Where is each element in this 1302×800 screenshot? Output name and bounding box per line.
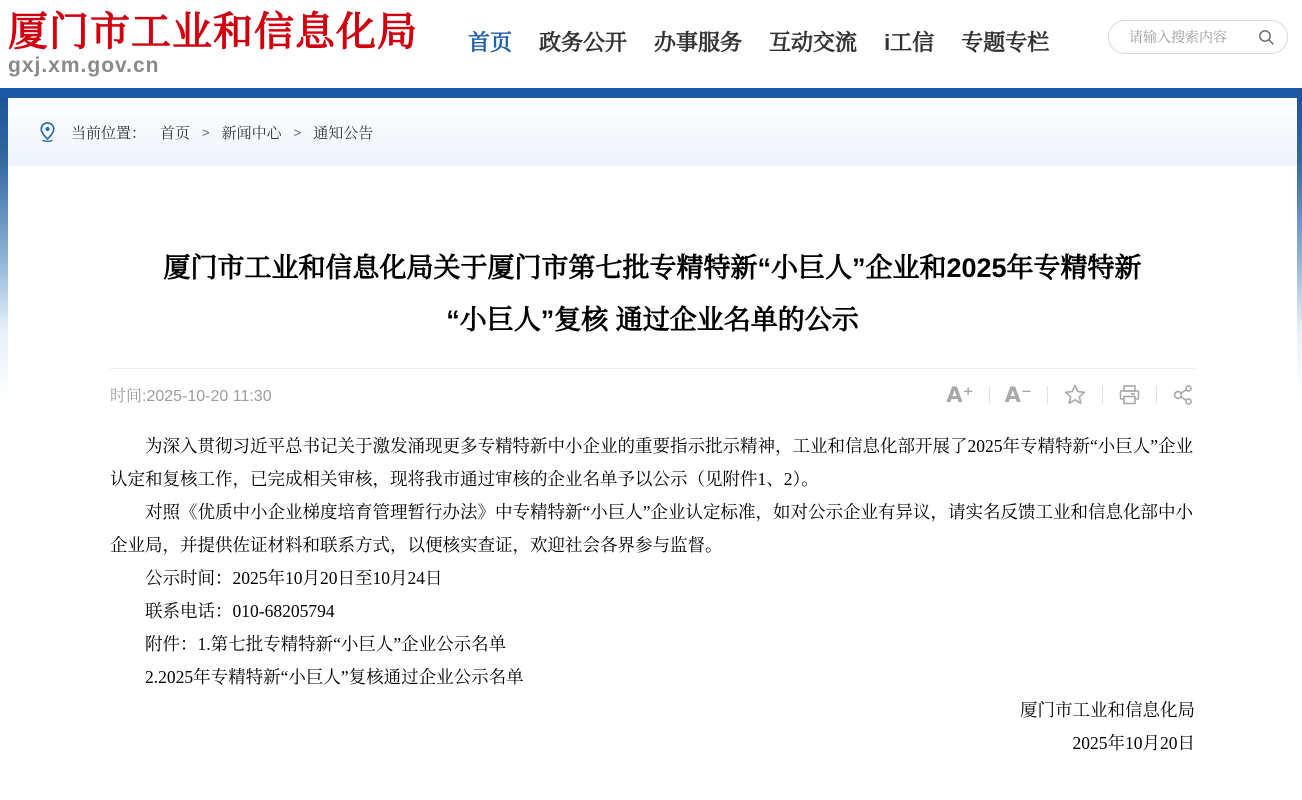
article-meta-row (110, 369, 1195, 422)
site-logo[interactable] (8, 10, 460, 78)
article-title (110, 242, 1195, 346)
page-container (8, 98, 1297, 800)
toolbar-divider (989, 386, 990, 404)
article-title-line2: “小巨人”复核 通过企业名单的公示 (446, 305, 859, 335)
site-logo-domain: gxj.xm.gov.cn (8, 54, 160, 77)
toolbar-divider (1047, 386, 1048, 404)
site-header (0, 0, 1302, 88)
paragraph-objection: 对照《优质中小企业梯度培育管理暂行办法》中专精特新“小巨人”企业认定标准，如对公示企业有异议，请实名反馈工业和信息化部中小企业局，并提供佐证材料和联系方式，以便核实查证，欢迎社会各界参与监督。 (110, 502, 1194, 555)
location-pin-icon (38, 121, 57, 143)
site-logo-title[interactable]: 厦门市工业和信息化局 (8, 9, 418, 54)
publish-time: 时间:2025-10-20 11:30 (110, 388, 272, 405)
print-icon[interactable] (1118, 384, 1141, 406)
article-toolbar (946, 383, 1195, 406)
attachment-1[interactable]: 附件：1.第七批专精特新“小巨人”企业公示名单 (145, 634, 507, 654)
contact-phone: 联系电话：010-68205794 (145, 601, 335, 621)
nav-item-home[interactable]: 首页 (468, 29, 513, 55)
signature-agency: 厦门市工业和信息化局 (1020, 700, 1195, 720)
breadcrumb-separator: > (202, 124, 210, 140)
toolbar-divider (1102, 386, 1103, 404)
article-body (110, 422, 1195, 694)
signature-date: 2025年10月20日 (1072, 733, 1195, 753)
breadcrumb-separator: > (293, 124, 302, 140)
article (8, 166, 1297, 800)
attachment-2[interactable]: 2.2025年专精特新“小巨人”复核通过企业公示名单 (145, 667, 524, 687)
breadcrumb (8, 98, 1297, 166)
favorite-star-icon[interactable] (1063, 383, 1087, 406)
signature-block (110, 694, 1195, 760)
top-blue-bar (0, 88, 1297, 98)
nav-item-special-topics[interactable]: 专题专栏 (961, 29, 1050, 55)
paragraph-intro: 为深入贯彻习近平总书记关于激发涌现更多专精特新中小企业的重要指示批示精神，工业和信息化部开展了2025年专精特新“小巨人”企业认定和复核工作，已完成相关审核，现将我市通过审核的企业名单予以公示（见附件1、2）。 (110, 436, 1194, 489)
share-icon[interactable] (1172, 384, 1195, 406)
nav-item-i-gongxin[interactable]: i工信 (884, 29, 935, 55)
breadcrumb-notices[interactable]: 通知公告 (313, 124, 374, 142)
toolbar-divider (1156, 386, 1157, 404)
breadcrumb-home[interactable]: 首页 (160, 124, 191, 142)
nav-item-services[interactable]: 办事服务 (654, 29, 743, 55)
search-icon[interactable] (1258, 29, 1275, 46)
search-input[interactable] (1127, 28, 1245, 46)
font-increase-button[interactable]: A⁺ (946, 382, 974, 407)
publicity-period: 公示时间：2025年10月20日至10月24日 (145, 568, 443, 588)
nav-item-interaction[interactable]: 互动交流 (769, 29, 858, 55)
main-nav (468, 26, 1049, 57)
breadcrumb-news-center[interactable]: 新闻中心 (221, 124, 282, 142)
nav-item-gov-affairs[interactable]: 政务公开 (539, 29, 628, 55)
article-title-line1: 厦门市工业和信息化局关于厦门市第七批专精特新“小巨人”企业和2025年专精特新 (163, 253, 1142, 283)
breadcrumb-label: 当前位置： (71, 124, 147, 142)
font-decrease-button[interactable]: A⁻ (1004, 382, 1032, 407)
search-box[interactable] (1108, 20, 1288, 54)
